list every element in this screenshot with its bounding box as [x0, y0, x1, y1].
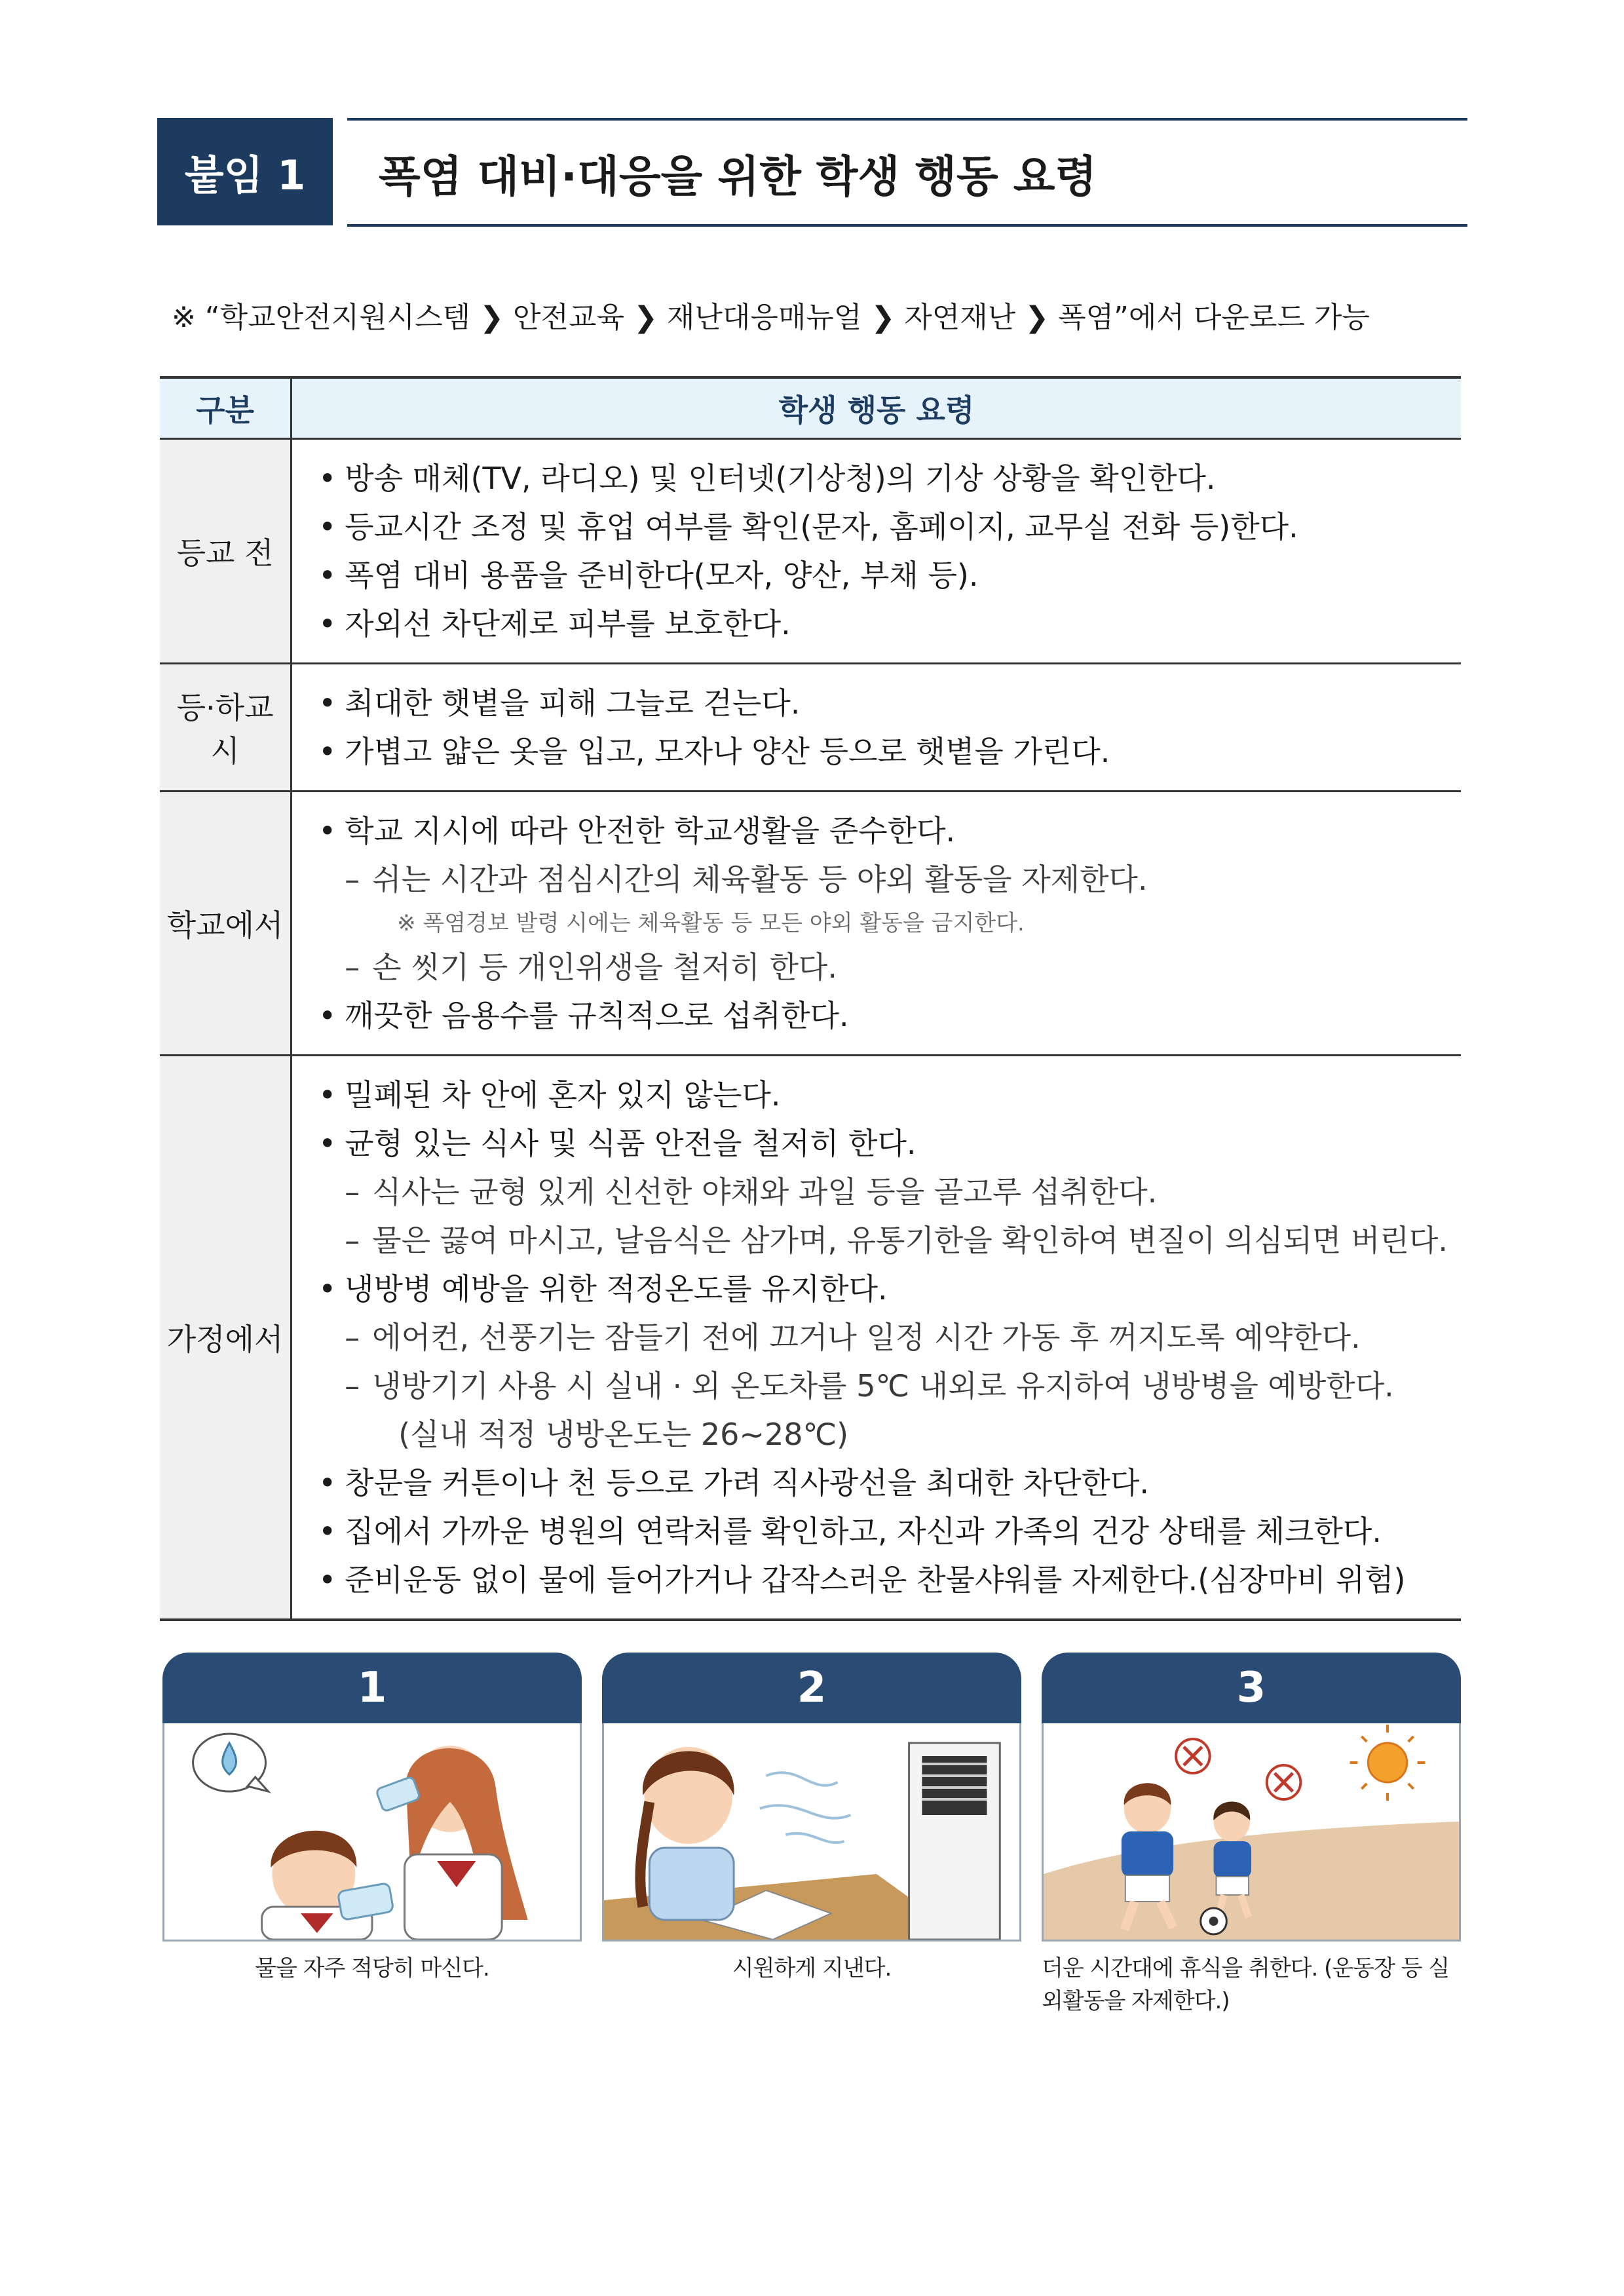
panel-number: 1 [162, 1653, 582, 1723]
panel-number: 3 [1042, 1653, 1461, 1723]
attachment-badge: 붙임 1 [157, 118, 333, 225]
table-row [160, 664, 1461, 792]
bullet-item: • 등교시간 조정 및 휴업 여부를 확인(문자, 홈페이지, 교무실 전화 등)한다. [318, 503, 1448, 551]
panel-3 [1042, 1653, 1461, 2018]
table-row [160, 439, 1461, 664]
table-row [160, 1056, 1461, 1620]
panel-1 [162, 1653, 582, 1985]
sub-item: – 손 씻기 등 개인위생을 철저히 한다. [318, 943, 1448, 991]
panel-caption: 시원하게 지낸다. [732, 1955, 892, 1981]
sub-item: – 쉬는 시간과 점심시간의 체육활동 등 야외 활동을 자제한다. [318, 855, 1448, 904]
category-header: 구분 [160, 377, 292, 439]
bullet-item: • 균형 있는 식사 및 식품 안전을 철저히 한다. [318, 1119, 1448, 1168]
bullet-item: • 폭염 대비 용품을 준비한다(모자, 양산, 부채 등). [318, 551, 1448, 600]
category-cell: 가정에서 [160, 1056, 292, 1620]
actions-cell [292, 1056, 1461, 1620]
sub-item: – 냉방기기 사용 시 실내 · 외 온도차를 5℃ 내외로 유지하여 냉방병을 예방한다. [318, 1362, 1448, 1410]
bullet-item: • 가볍고 얇은 옷을 입고, 모자나 양산 등으로 햇볕을 가린다. [318, 727, 1448, 776]
panel-caption: 물을 자주 적당히 마신다. [255, 1955, 489, 1981]
continuation-item: (실내 적정 냉방온도는 26~28℃) [398, 1417, 849, 1452]
air-conditioner-illustration [602, 1723, 1021, 1942]
page-header [157, 118, 1467, 225]
download-note: ※ “학교안전지원시스템 ❯ 안전교육 ❯ 재난대응매뉴얼 ❯ 자연재난 ❯ 폭염”에서 다운로드 가능 [172, 301, 1370, 334]
category-cell: 등교 전 [160, 439, 292, 664]
bullet-item: • 밀폐된 차 안에 혼자 있지 않는다. [318, 1071, 1448, 1119]
actions-header: 학생 행동 요령 [292, 377, 1461, 439]
sun-outdoor-activity-illustration [1042, 1723, 1461, 1942]
bullet-item: • 학교 지시에 따라 안전한 학교생활을 준수한다. [318, 807, 1448, 855]
action-guide-table [160, 376, 1461, 1621]
panel-2 [602, 1653, 1021, 1985]
bullet-item: • 창문을 커튼이나 천 등으로 가려 직사광선을 최대한 차단한다. [318, 1459, 1448, 1507]
panel-number: 2 [602, 1653, 1021, 1723]
bullet-item: • 방송 매체(TV, 라디오) 및 인터넷(기상청)의 기상 상황을 확인한다. [318, 454, 1448, 503]
bullet-item: • 최대한 햇볕을 피해 그늘로 걷는다. [318, 679, 1448, 727]
sub-item: – 에어컨, 선풍기는 잠들기 전에 끄거나 일정 시간 가동 후 꺼지도록 예약한다. [318, 1313, 1448, 1362]
page-title: 폭염 대비·대응을 위한 학생 행동 요령 [347, 118, 1467, 227]
sub-item: – 물은 끓여 마시고, 날음식은 삼가며, 유통기한을 확인하여 변질이 의심되면 버린다. [318, 1216, 1448, 1265]
bullet-item: • 자외선 차단제로 피부를 보호한다. [318, 600, 1448, 648]
category-cell: 학교에서 [160, 792, 292, 1056]
actions-cell [292, 664, 1461, 792]
sub-item: – 식사는 균형 있게 신선한 야채와 과일 등을 골고루 섭취한다. [318, 1168, 1448, 1216]
table-row [160, 792, 1461, 1056]
panel-caption: 더운 시간대에 휴식을 취한다. (운동장 등 실외활동을 자제한다.) [1042, 1955, 1450, 2014]
bullet-item: • 냉방병 예방을 위한 적정온도를 유지한다. [318, 1265, 1448, 1313]
category-cell: 등·하교 시 [160, 664, 292, 792]
bullet-item: • 집에서 가까운 병원의 연락처를 확인하고, 자신과 가족의 건강 상태를 체크한다. [318, 1507, 1448, 1556]
note-item: ※ 폭염경보 발령 시에는 체육활동 등 모든 야외 활동을 금지한다. [397, 910, 1025, 936]
bullet-item: • 준비운동 없이 물에 들어가거나 갑작스러운 찬물샤워를 자제한다.(심장마비 위험) [318, 1556, 1448, 1604]
drinking-water-illustration [162, 1723, 582, 1942]
bullet-item: • 깨끗한 음용수를 규칙적으로 섭취한다. [318, 991, 1448, 1040]
actions-cell [292, 439, 1461, 664]
actions-cell [292, 792, 1461, 1056]
